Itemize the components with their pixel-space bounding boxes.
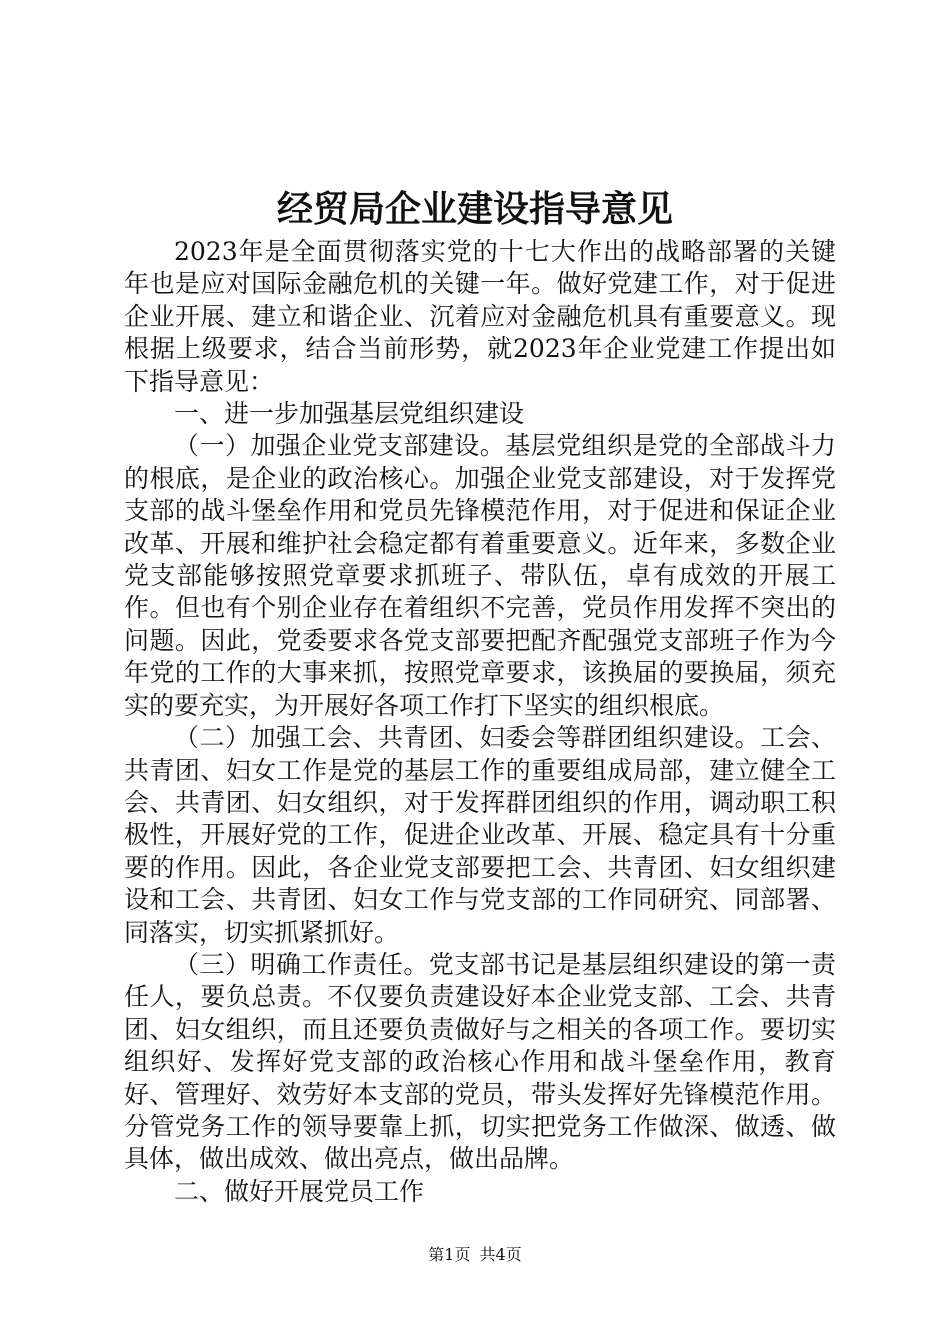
subsection-paragraph-1: （一）加强企业党支部建设。基层党组织是党的全部战斗力的根底，是企业的政治核心。加强企业党支部建设，对于发挥党支部的战斗堡垒作用和党员先锋模范作用，对于促进和保证企业改革、开展和维护社会稳定都有着重要意义。近年来，多数企业党支部能够按照党章要求抓班子、带队伍，卓有成效的开展工作。但也有个别企业存在着组织不完善，党员作用发挥不突出的问题。因此，党委要求各党支部要把配齐配强党支部班子作为今年党的工作的大事来抓，按照党章要求，该换届的要换届，须充实的要充实，为开展好各项工作打下坚实的组织根底。 [124, 431, 836, 720]
page-number: 第1页 [428, 1245, 471, 1264]
document-title: 经贸局企业建设指导意见 [276, 188, 673, 230]
document-body [124, 236, 836, 1208]
section-heading-2: 二、做好开展党员工作 [174, 1176, 425, 1206]
total-pages: 共4页 [479, 1245, 522, 1264]
section-heading-1: 一、进一步加强基层党组织建设 [174, 399, 525, 429]
page-footer [0, 1244, 950, 1266]
subsection-paragraph-2: （二）加强工会、共青团、妇委会等群团组织建设。工会、共青团、妇女工作是党的基层工作的重要组成局部，建立健全工会、共青团、妇女组织，对于发挥群团组织的作用，调动职工积极性，开展好党的工作，促进企业改革、开展、稳定具有十分重要的作用。因此，各企业党支部要把工会、共青团、妇女组织建设和工会、共青团、妇女工作与党支部的工作同研究、同部署、同落实，切实抓紧抓好。 [124, 723, 836, 947]
subsection-paragraph-3: （三）明确工作责任。党支部书记是基层组织建设的第一责任人，要负总责。不仅要负责建设好本企业党支部、工会、共青团、妇女组织，而且还要负责做好与之相关的各项工作。要切实组织好、发挥好党支部的政治核心作用和战斗堡垒作用，教育好、管理好、效劳好本支部的党员，带头发挥好先锋模范作用。分管党务工作的领导要靠上抓，切实把党务工作做深、做透、做具体，做出成效、做出亮点，做出品牌。 [124, 949, 836, 1174]
intro-paragraph: 2023年是全面贯彻落实党的十七大作出的战略部署的关键年也是应对国际金融危机的关键一年。做好党建工作，对于促进企业开展、建立和谐企业、沉着应对金融危机具有重要意义。现根据上级要求，结合当前形势，就2023年企业党建工作提出如下指导意见： [124, 237, 836, 396]
